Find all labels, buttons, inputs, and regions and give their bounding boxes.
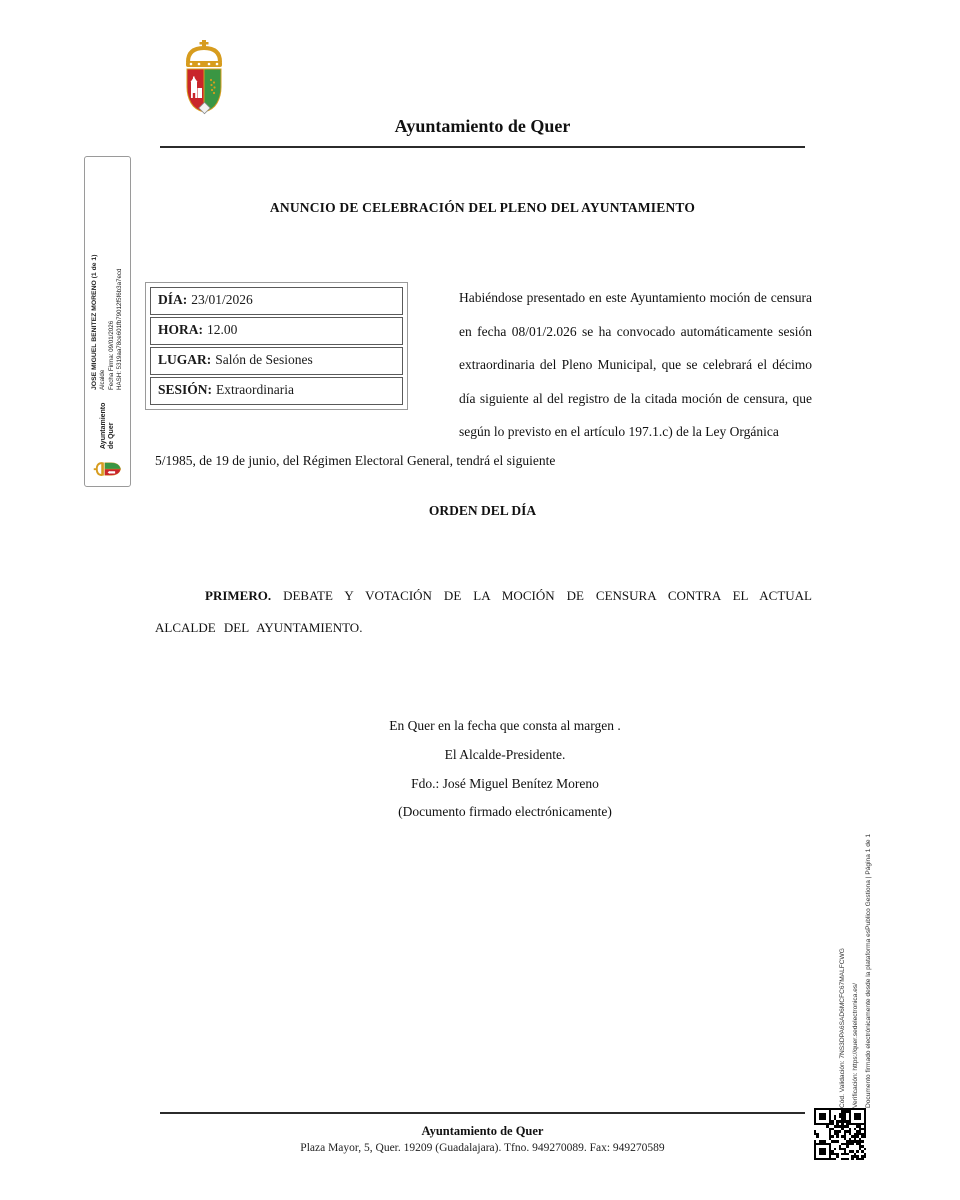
agenda-item-text: DEBATE Y VOTACIÓN DE LA MOCIÓN DE CENSURA CONTRA EL ACTUAL ALCALDE DEL AYUNTAMIENTO. <box>155 588 812 635</box>
stamp-details <box>91 255 124 390</box>
verification-url-line: Verificación: https://quer.sedelectronica.es/ <box>852 983 859 1108</box>
footer-address: Plaza Mayor, 5, Quer. 19209 (Guadalajara). Tfno. 949270089. Fax: 949270589 <box>300 1142 665 1154</box>
qr-code <box>814 1108 866 1160</box>
row-label: HORA: <box>158 322 203 337</box>
closing-role-line: El Alcalde-Presidente. <box>444 746 566 762</box>
agenda-item-label: PRIMERO. <box>205 588 272 603</box>
table-row-lugar <box>150 347 403 375</box>
stamp-hash: HASH: 5319aa78ce601fb79012f5f6b3a7ecd <box>115 268 123 390</box>
table-row-sesion <box>150 377 403 405</box>
closing-signer-line: Fdo.: José Miguel Benítez Moreno <box>411 775 599 791</box>
table-row-hora <box>150 317 403 345</box>
row-value: Salón de Sesiones <box>215 352 313 367</box>
esign-platform-line: Documento firmado electrónicamente desde la plataforma esPublico Gestiona | Página 1 de 1 <box>865 833 872 1108</box>
intro-paragraph-continuation: 5/1985, de 19 de junio, del Régimen Electoral General, tendrá el siguiente <box>155 453 556 468</box>
stamp-org-label: Ayuntamiento de Quer <box>99 402 115 449</box>
stamp-sign-date: Fecha Firma: 09/01/2026 <box>107 320 115 390</box>
signature-stamp-content <box>85 157 130 486</box>
intro-paragraph: Habiéndose presentado en este Ayuntamiento moción de censura en fecha 08/01/2.026 se ha convocado automáticamente sesión extraordinaria del Pleno Municipal, que se celebrará el décimo día siguiente al del registro de la citada moción de censura, que según lo previsto en el artículo 197.1.c) de la Ley Orgánica <box>459 290 812 440</box>
quer-coat-of-arms <box>178 38 230 118</box>
closing-block <box>165 712 845 827</box>
row-value: 12.00 <box>207 322 238 337</box>
session-details-table <box>145 282 408 410</box>
stamp-signer-role: Alcalde <box>99 369 107 390</box>
closing-esign-line: (Documento firmado electrónicamente) <box>398 804 612 820</box>
shield <box>187 69 221 114</box>
header-rule <box>160 146 805 148</box>
closing-place-line: En Quer en la fecha que consta al margen . <box>389 718 621 733</box>
validation-code-line: Cód. Validación: 7NS3DPA6SAD6MCFC67MALFCWG <box>839 948 846 1108</box>
side-validation-metadata <box>836 743 878 1108</box>
page-title: Ayuntamiento de Quer <box>394 116 571 136</box>
crown-icon <box>186 40 222 67</box>
agenda-item-primero <box>155 580 812 644</box>
doc-heading: ANUNCIO DE CELEBRACIÓN DEL PLENO DEL AYUNTAMIENTO <box>269 200 696 215</box>
row-value: 23/01/2026 <box>191 292 253 307</box>
row-label: SESIÓN: <box>158 382 213 397</box>
row-value: Extraordinaria <box>216 382 294 397</box>
orden-del-dia-heading: ORDEN DEL DÍA <box>428 503 537 518</box>
row-label: DÍA: <box>158 292 188 307</box>
footer-org-name: Ayuntamiento de Quer <box>421 1124 544 1138</box>
stamp-signer-name: JOSE MIGUEL BENITEZ MORENO (1 de 1) <box>91 254 99 390</box>
table-row-dia <box>150 287 403 315</box>
row-label: LUGAR: <box>158 352 212 367</box>
footer-rule <box>160 1112 805 1114</box>
stamp-coat-of-arms-icon <box>93 456 123 482</box>
